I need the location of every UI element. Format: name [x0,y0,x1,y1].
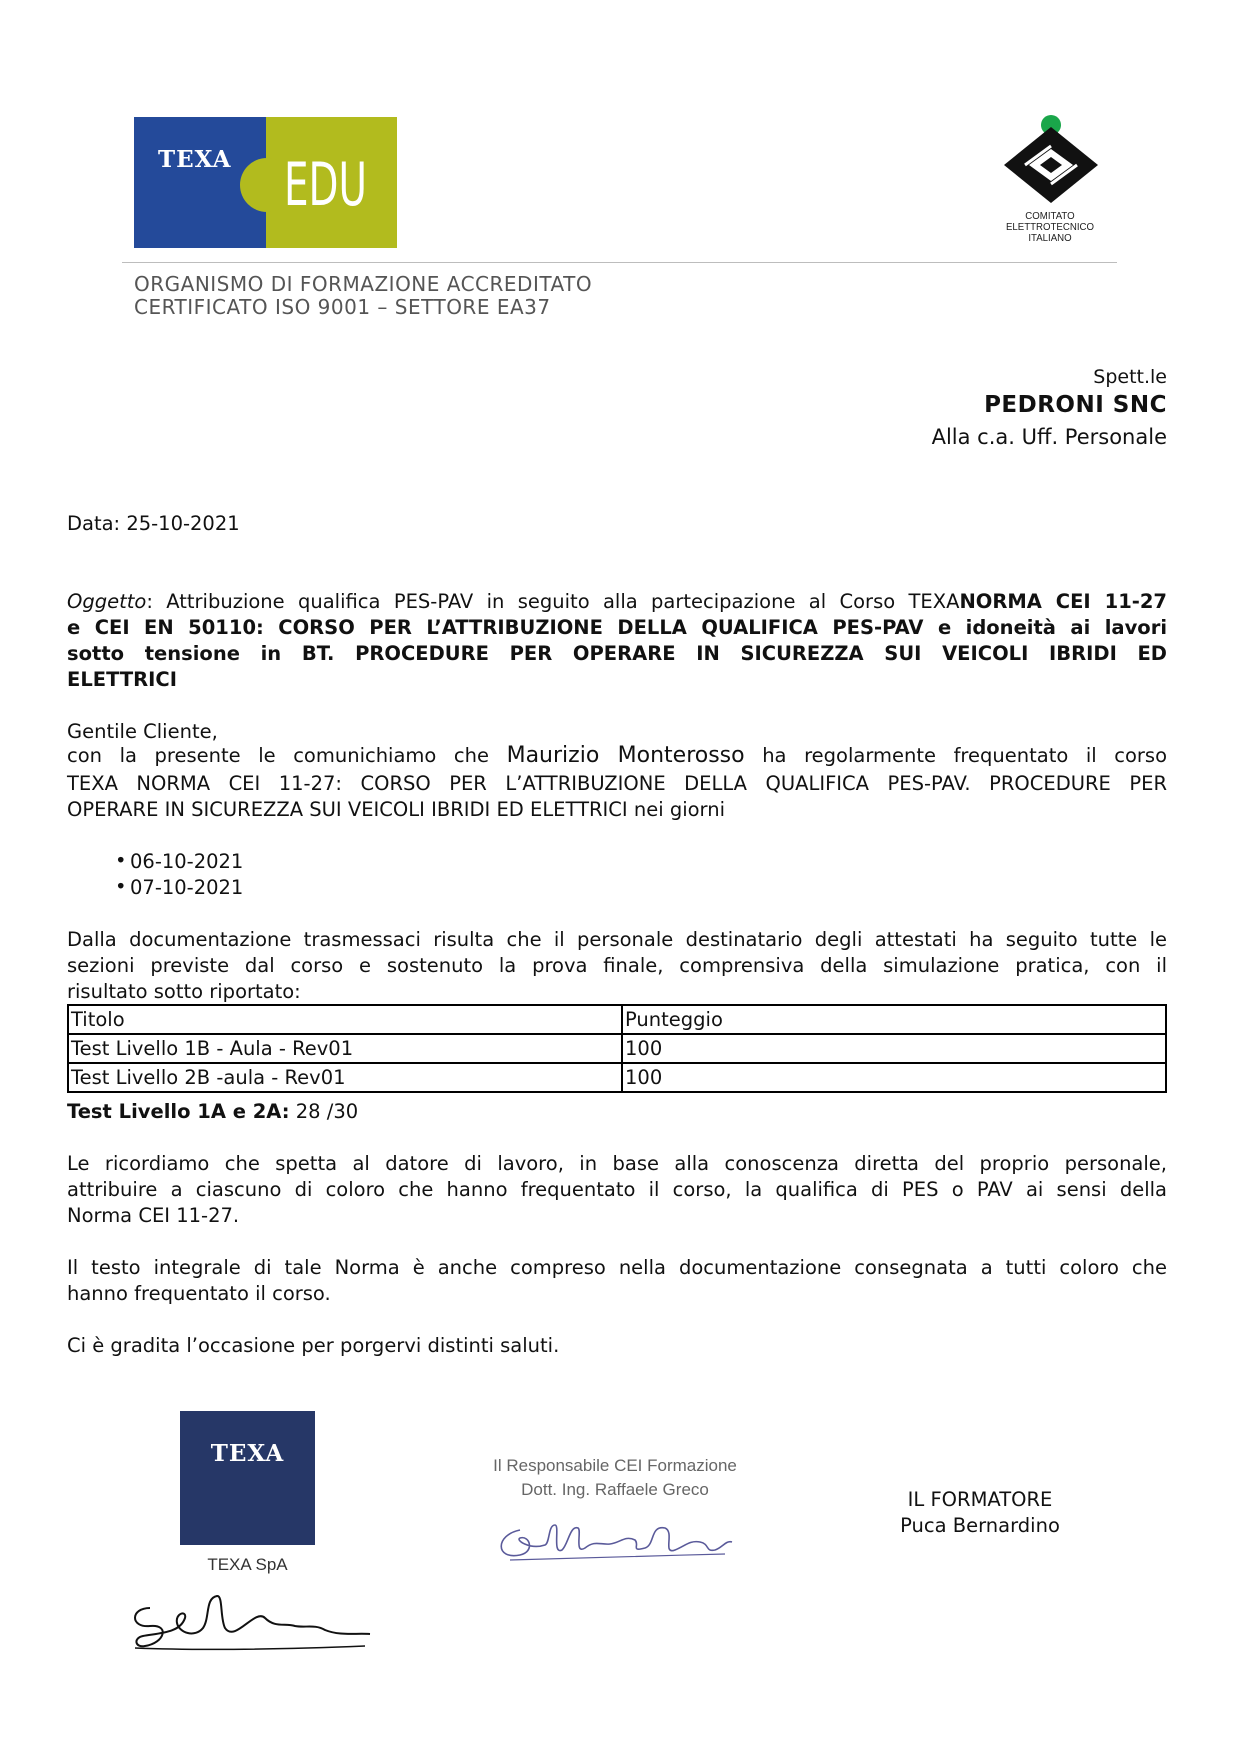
responsible-role: Il Responsabile CEI Formazione [493,1456,737,1475]
intro-line-2: TEXA NORMA CEI 11-27: CORSO PER L’ATTRIBUZIONE DELLA QUALIFICA PES-PAV. PROCEDURE PER [67,772,1167,795]
reminder-line-1: Le ricordiamo che spetta al datore di lavoro, in base alla conoscenza diretta del proprio personale, [67,1152,1167,1175]
subject-line-3: sotto tensione in BT. PROCEDURE PER OPERARE IN SICUREZZA SUI VEICOLI IBRIDI ED [67,642,1167,665]
recipient-company: PEDRONI SNC [984,392,1167,418]
recipient-salutation: Spett.le [1093,366,1167,388]
bullet-icon: • [115,875,127,898]
org-certification-line: CERTIFICATO ISO 9001 – SETTORE EA37 [134,295,551,319]
norma-line-1: Il testo integrale di tale Norma è anche compreso nella documentazione consegnata a tutti coloro che [67,1256,1167,1279]
cei-logo-line-3: ITALIANO [1028,232,1072,244]
intro-line-3: OPERARE IN SICUREZZA SUI VEICOLI IBRIDI ED ELETTRICI nei giorni [67,798,725,821]
subject-line-1 [67,589,1167,615]
course-date-item [115,849,530,875]
recipient-attention: Alla c.a. Uff. Personale [931,425,1167,449]
summary-score: 28 /30 [295,1100,359,1123]
results-table [67,1004,1167,1093]
table-row [68,1034,1166,1063]
texa-signature-icon [125,1588,375,1658]
cei-logo-line-1: COMITATO [1025,210,1075,222]
course-date-1: 06-10-2021 [130,850,244,873]
greco-signature-icon [490,1510,740,1570]
documentation-line-3: risultato sotto riportato: [67,980,301,1003]
row-1-title: Test Livello 1B - Aula - Rev01 [68,1034,622,1063]
reminder-line-2: attribuire a ciascuno di coloro che hanno frequentato il corso, la qualifica di PES o PAV ai sensi della [67,1178,1167,1201]
subject-line-4: ELETTRICI [67,668,177,691]
reminder-line-3: Norma CEI 11-27. [67,1204,240,1227]
texa-company-name: TEXA SpA [207,1555,288,1574]
subject-label: Oggetto [67,590,147,613]
cei-logo-line-2: ELETTROTECNICO [1005,221,1095,233]
header-divider [122,262,1117,263]
texa-logo-text: TEXA [158,146,232,173]
row-1-score: 100 [622,1034,1166,1063]
responsible-name: Dott. Ing. Raffaele Greco [521,1480,709,1499]
documentation-line-1: Dalla documentazione trasmessaci risulta che il personale destinatario degli attestati ha seguito tutte le [67,928,1167,951]
summary-score-line [67,1099,1167,1125]
norma-line-2: hanno frequentato il corso. [67,1282,331,1305]
subject-norma: NORMA CEI 11-27 [959,590,1167,613]
letter-date: Data: 25-10-2021 [67,512,240,535]
row-2-title: Test Livello 2B -aula - Rev01 [68,1063,622,1092]
header-punteggio: Punteggio [622,1005,1166,1034]
subject-line-2: e CEI EN 50110: CORSO PER L’ATTRIBUZIONE DELLA QUALIFICA PES-PAV e idoneità ai lavori [67,616,1167,639]
course-date-2: 07-10-2021 [130,876,244,899]
subject-text: : Attribuzione qualifica PES-PAV in seguito alla partecipazione al Corso TEXA [146,590,960,613]
header-titolo: Titolo [68,1005,622,1034]
intro-text-before: con la presente le comunichiamo che [67,744,490,767]
texa-footer-logo [180,1411,315,1545]
trainer-name: Puca Bernardino [900,1514,1060,1537]
greeting: Gentile Cliente, [67,720,218,743]
closing-line: Ci è gradita l’occasione per porgervi distinti saluti. [67,1334,560,1357]
trainer-role: IL FORMATORE [907,1488,1053,1511]
participant-name: Maurizio Monterosso [506,743,745,768]
summary-label: Test Livello 1A e 2A: [67,1100,290,1123]
intro-line-1 [67,743,1167,769]
table-row [68,1063,1166,1092]
table-header-row [68,1005,1166,1034]
edu-logo-text: EDU [284,150,367,220]
documentation-line-2: sezioni previste dal corso e sostenuto la prova finale, comprensiva della simulazione pratica, con il [67,954,1167,977]
intro-text-after: ha regolarmente frequentato il corso [762,744,1168,767]
org-accreditation-line: ORGANISMO DI FORMAZIONE ACCREDITATO [134,272,593,296]
texa-footer-logo-text: TEXA [210,1440,285,1467]
row-2-score: 100 [622,1063,1166,1092]
bullet-icon: • [115,849,127,872]
course-date-item [115,875,530,901]
